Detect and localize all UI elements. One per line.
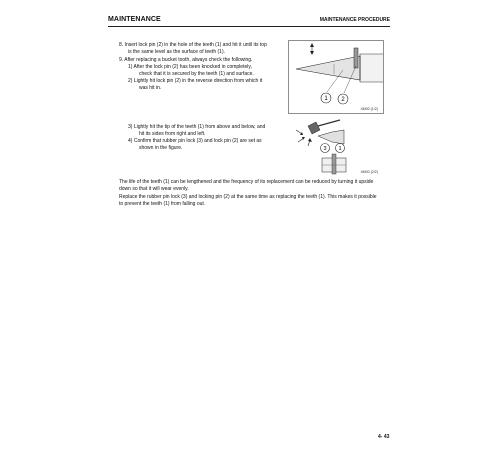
lock-pin-shape <box>354 48 358 68</box>
page-number: 4- 43 <box>378 434 390 440</box>
arrow-down-icon <box>310 51 314 55</box>
note-2-line-1: Replace the rubber pin lock (3) and locking pin (2) at the same time as replacing the teeth (1). This makes it possible <box>119 194 377 200</box>
tooth-check-figure <box>288 116 384 176</box>
step-9: 9. After replacing a bucket tooth, always check the following. <box>119 57 253 63</box>
arrow-up-right-icon <box>302 137 305 140</box>
step-9-2-line-1: 2) Lightly hit lock pin (2) in the reverse direction from which it <box>128 78 263 84</box>
adapter-shape <box>360 54 383 82</box>
tooth-pin-figure <box>288 40 384 114</box>
subsection-title: MAINTENANCE PROCEDURE <box>319 17 390 23</box>
step-8-line-1: 8. Insert lock pin (2) in the hole of the teeth (1) and hit it until its top <box>119 42 267 48</box>
note-1-line-2: down so that it will wear evenly. <box>119 186 189 192</box>
hammer-handle-shape <box>318 120 340 126</box>
section-title: MAINTENANCE <box>108 16 161 23</box>
callout-label-1: 1 <box>324 96 328 102</box>
figure-caption: 4M00 (1/2) <box>360 107 378 111</box>
arrow-up-icon <box>308 138 312 142</box>
arrow-right-icon <box>300 132 303 135</box>
note-1-line-1: The life of the teeth (1) can be lengthened and the frequency of its replacement can be reduced by turning it upside <box>119 179 374 185</box>
callout-label-3: 3 <box>323 146 327 152</box>
hammer-head-shape <box>308 122 320 134</box>
figure-caption: 4M00 (2/2) <box>360 170 378 174</box>
note-2-line-2: to prevent the teeth (1) from falling out. <box>119 201 206 207</box>
step-9-1-line-1: 1) After the lock pin (2) has been knocked in completely, <box>128 64 252 70</box>
callout-label-1b: 1 <box>338 146 342 152</box>
step-9-2-line-2: was hit in. <box>139 85 162 91</box>
step-9-4-line-2: shown in the figure. <box>139 145 183 151</box>
step-9-4-line-1: 4) Confirm that rubber pin lock (3) and lock pin (2) are set as <box>128 138 262 144</box>
header-rule <box>108 26 390 27</box>
step-9-3-line-1: 3) Lightly hit the tip of the teeth (1) from above and below, and <box>128 124 266 130</box>
arrow-up-icon <box>310 43 314 47</box>
pin-section-shape <box>332 154 336 174</box>
step-8-line-2: is the same level as the surface of teeth (1). <box>128 49 225 55</box>
tooth-shape <box>296 56 360 80</box>
callout-label-2: 2 <box>341 97 345 103</box>
tooth-small-shape <box>318 130 344 144</box>
step-9-3-line-2: hit its sides from right and left. <box>139 131 206 137</box>
step-9-1-line-2: check that it is secured by the teeth (1) and surface. <box>139 71 254 77</box>
